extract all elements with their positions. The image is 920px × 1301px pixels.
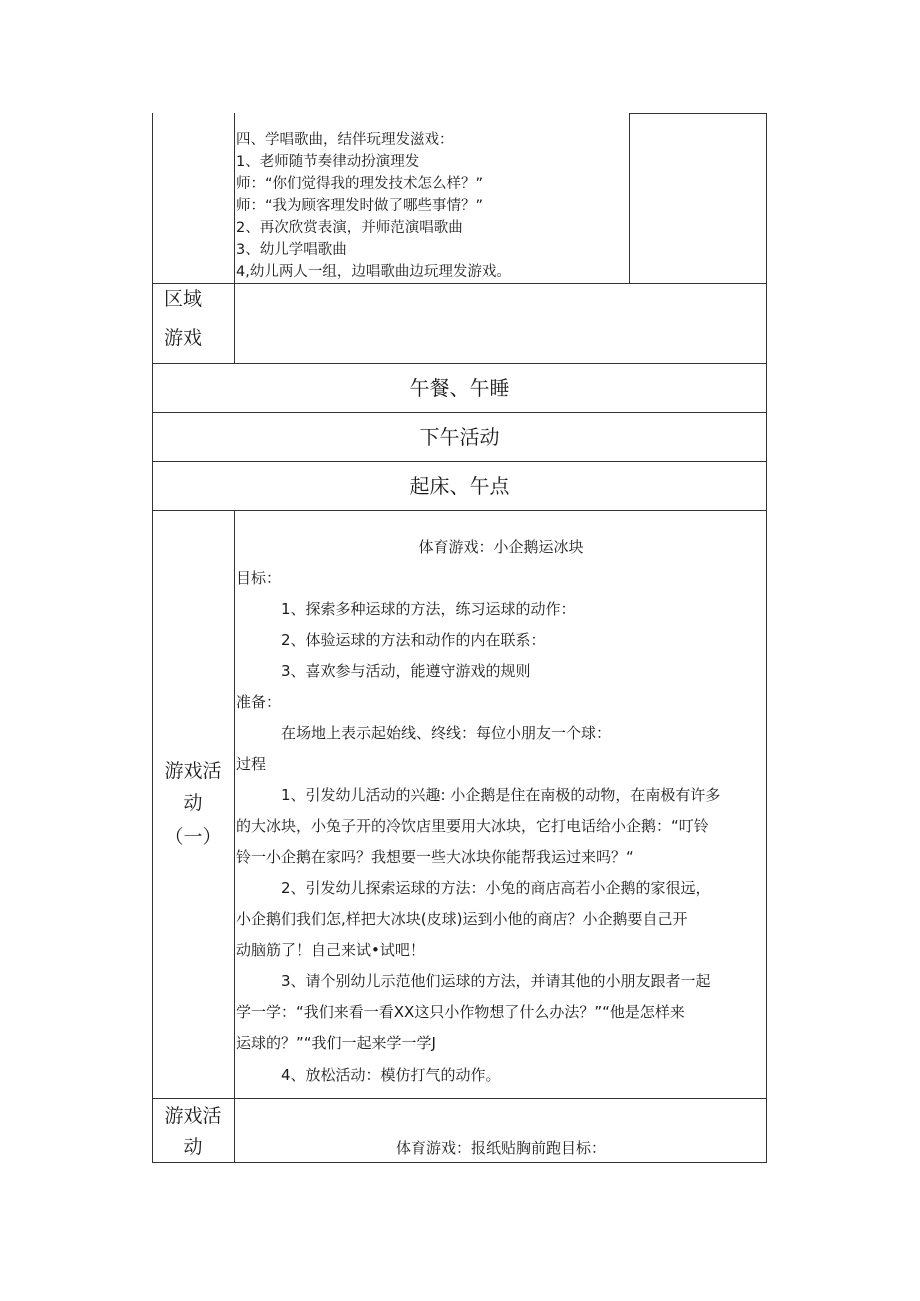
game2-title: 体育游戏：报纸贴胸前跑目标：	[395, 1139, 606, 1157]
goal-item: 3、喜欢参与活动，能遵守游戏的规则	[281, 662, 531, 680]
process-text: 小企鹅们我们怎,样把大冰块(皮球)运到小他的商店？小企鹅要自己开	[236, 910, 688, 928]
goal-item: 2、体验运球的方法和动作的内在联系：	[281, 631, 546, 649]
goal-heading: 目标：	[236, 569, 282, 587]
row-divider	[152, 283, 767, 284]
game2-label: 游戏活	[164, 1105, 222, 1127]
process-heading: 过程	[236, 755, 267, 773]
song-line: 1、老师随节奏律动扮演理发	[236, 154, 420, 170]
game2-label: 动	[183, 1136, 203, 1158]
song-line: 4,幼儿两人一组，边唱歌曲边玩理发游戏。	[236, 264, 511, 280]
prep-text: 在场地上表示起始线、终线：每位小朋友一个球：	[281, 724, 612, 742]
song-line: 四、学唱歌曲，结伴玩理发滋戏：	[236, 132, 454, 148]
process-text: 铃一小企鹅在家吗？我想要一些大冰块你能帮我运过来吗？“	[236, 848, 634, 866]
song-line: 师：“你们觉得我的理发技术怎么样？”	[236, 176, 484, 192]
row-divider	[152, 363, 767, 364]
row-divider	[152, 412, 767, 413]
process-text: 3、请个别幼儿示范他们运球的方法，并请其他的小朋友跟者一起	[281, 972, 711, 990]
process-text: 1、引发幼儿活动的兴趣: 小企鹅是住在南极的动物，在南极有许多	[281, 786, 721, 804]
game1-label: 动	[183, 792, 203, 814]
process-text: 2、引发幼儿探索运球的方法：小兔的商店高若小企鹅的家很远，	[281, 879, 711, 897]
area-game-label: 区域	[164, 288, 203, 310]
row-divider	[152, 510, 767, 511]
lesson-plan-table	[152, 113, 767, 1163]
prep-heading: 准备：	[236, 693, 282, 711]
goal-item: 1、探索多种运球的方法，练习运球的动作：	[281, 600, 576, 618]
game1-label: 游戏活	[164, 760, 222, 782]
label-column-divider	[234, 113, 235, 363]
lunch-title: 午餐、午睡	[409, 376, 510, 400]
label-column-divider	[234, 510, 235, 1163]
table-border-left	[152, 113, 153, 1163]
process-text: 动脑筋了！自己来试•试吧！	[236, 941, 425, 959]
song-line: 2、再次欣赏表演，并师范演唱歌曲	[236, 220, 463, 236]
game1-label: （一）	[164, 826, 222, 848]
table-border-right	[766, 113, 767, 1163]
row-divider	[152, 461, 767, 462]
row-divider	[152, 1098, 767, 1099]
process-text: 运球的？”“我们一起来学一学J	[236, 1034, 436, 1052]
notes-column-divider	[629, 113, 630, 283]
process-text: 学一学：“我们来看一看XX这只小作物想了什么办法？”“他是怎样来	[236, 1003, 685, 1021]
wakeup-title: 起床、午点	[409, 474, 510, 498]
process-text: 的大冰块，小兔子开的冷饮店里要用大冰块，它打电话给小企鹅：“叮铃	[236, 817, 709, 835]
song-line: 师：“我为顾客理发时做了哪些事情？”	[236, 198, 484, 214]
table-border-bottom	[152, 1162, 767, 1163]
notes-cell-top-border	[629, 113, 767, 114]
area-game-label: 游戏	[164, 327, 203, 349]
process-text: 4、放松活动：模仿打气的动作。	[281, 1066, 501, 1084]
song-line: 3、幼儿学唱歌曲	[236, 242, 347, 258]
afternoon-title: 下午活动	[419, 425, 500, 449]
game1-title: 体育游戏：小企鹅运冰块	[418, 538, 584, 556]
